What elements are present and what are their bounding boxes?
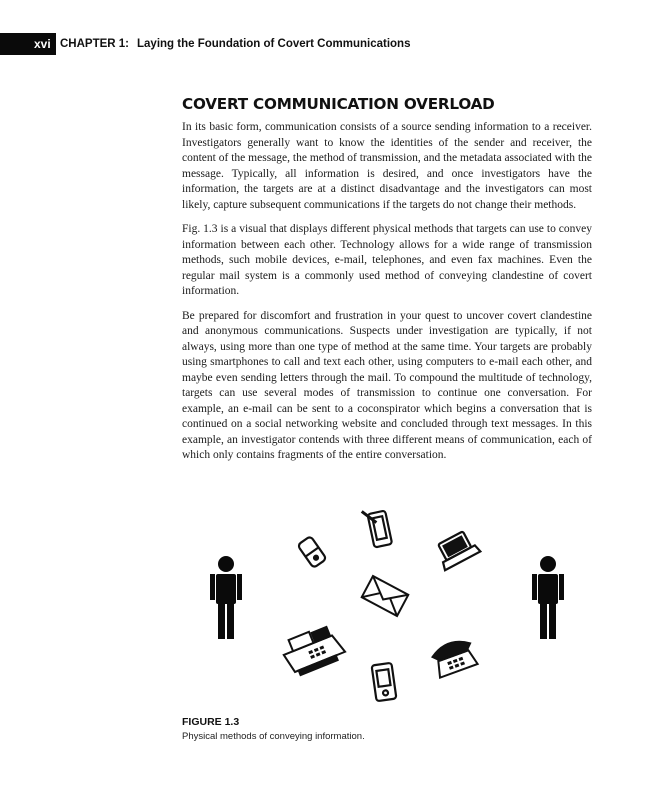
- chapter-title: Laying the Foundation of Covert Communications: [137, 38, 411, 50]
- paragraph-2: Fig. 1.3 is a visual that displays different physical methods that targets can use to convey information between each other. Technology allows for a wide range of transmission methods, such mobile devices, e-mail, telephones, and even fax machines. Even the regular mail system is a commonly used method of conveying clandestine of covert information.: [182, 223, 592, 297]
- figure-caption: Physical methods of conveying information.: [182, 731, 365, 742]
- section-title: COVERT COMMUNICATION OVERLOAD: [182, 95, 495, 113]
- figure-label: FIGURE 1.3: [182, 716, 240, 728]
- smartphone-icon: [362, 507, 392, 549]
- body-text: [182, 120, 592, 473]
- laptop-icon: [433, 528, 481, 570]
- figure-illustration: [180, 500, 600, 710]
- flip-phone-icon: [297, 536, 326, 568]
- running-header: [0, 33, 647, 55]
- figure-1-3: [180, 500, 600, 710]
- person-icon: [532, 556, 564, 639]
- envelope-icon: [362, 576, 409, 616]
- telephone-icon: [430, 637, 478, 678]
- page-number: xvi: [0, 33, 56, 55]
- fax-machine-icon: [279, 622, 347, 678]
- chapter-heading: [60, 33, 410, 55]
- person-icon: [210, 556, 242, 639]
- mobile-device-icon: [372, 663, 397, 701]
- chapter-label: CHAPTER 1:: [60, 38, 130, 50]
- paragraph-3: Be prepared for discomfort and frustration in your quest to uncover covert clandestine and anonymous communications. Suspects under investigation are typically, if not always, using more than one type of method at the same time. Your targets are probably using smartphones to call and text each other, using computers to e-mail each other, and maybe even sending letters through the mail. To compound the multitude of technology, targets can use several modes of transmission to continue one conversation. For example, an e-mail can be sent to a coconspirator which begins a conversation that is continued on a social networking website and concluded through text messages. In this example, an investigator contends with three different means of communication, each of which only contains fragments of the entire conversation.: [182, 309, 592, 461]
- paragraph-1: In its basic form, communication consists of a source sending information to a receiver. Investigators generally want to know the identities of the sender and receiver, the content of the message, the method of transmission, and the metadata associated with the message. Typically, all information is desired, and once investigators have the information, the targets are at a distinct disadvantage and the investigators can most likely, capture subsequent communications if the targets do not change their methods.: [182, 121, 592, 211]
